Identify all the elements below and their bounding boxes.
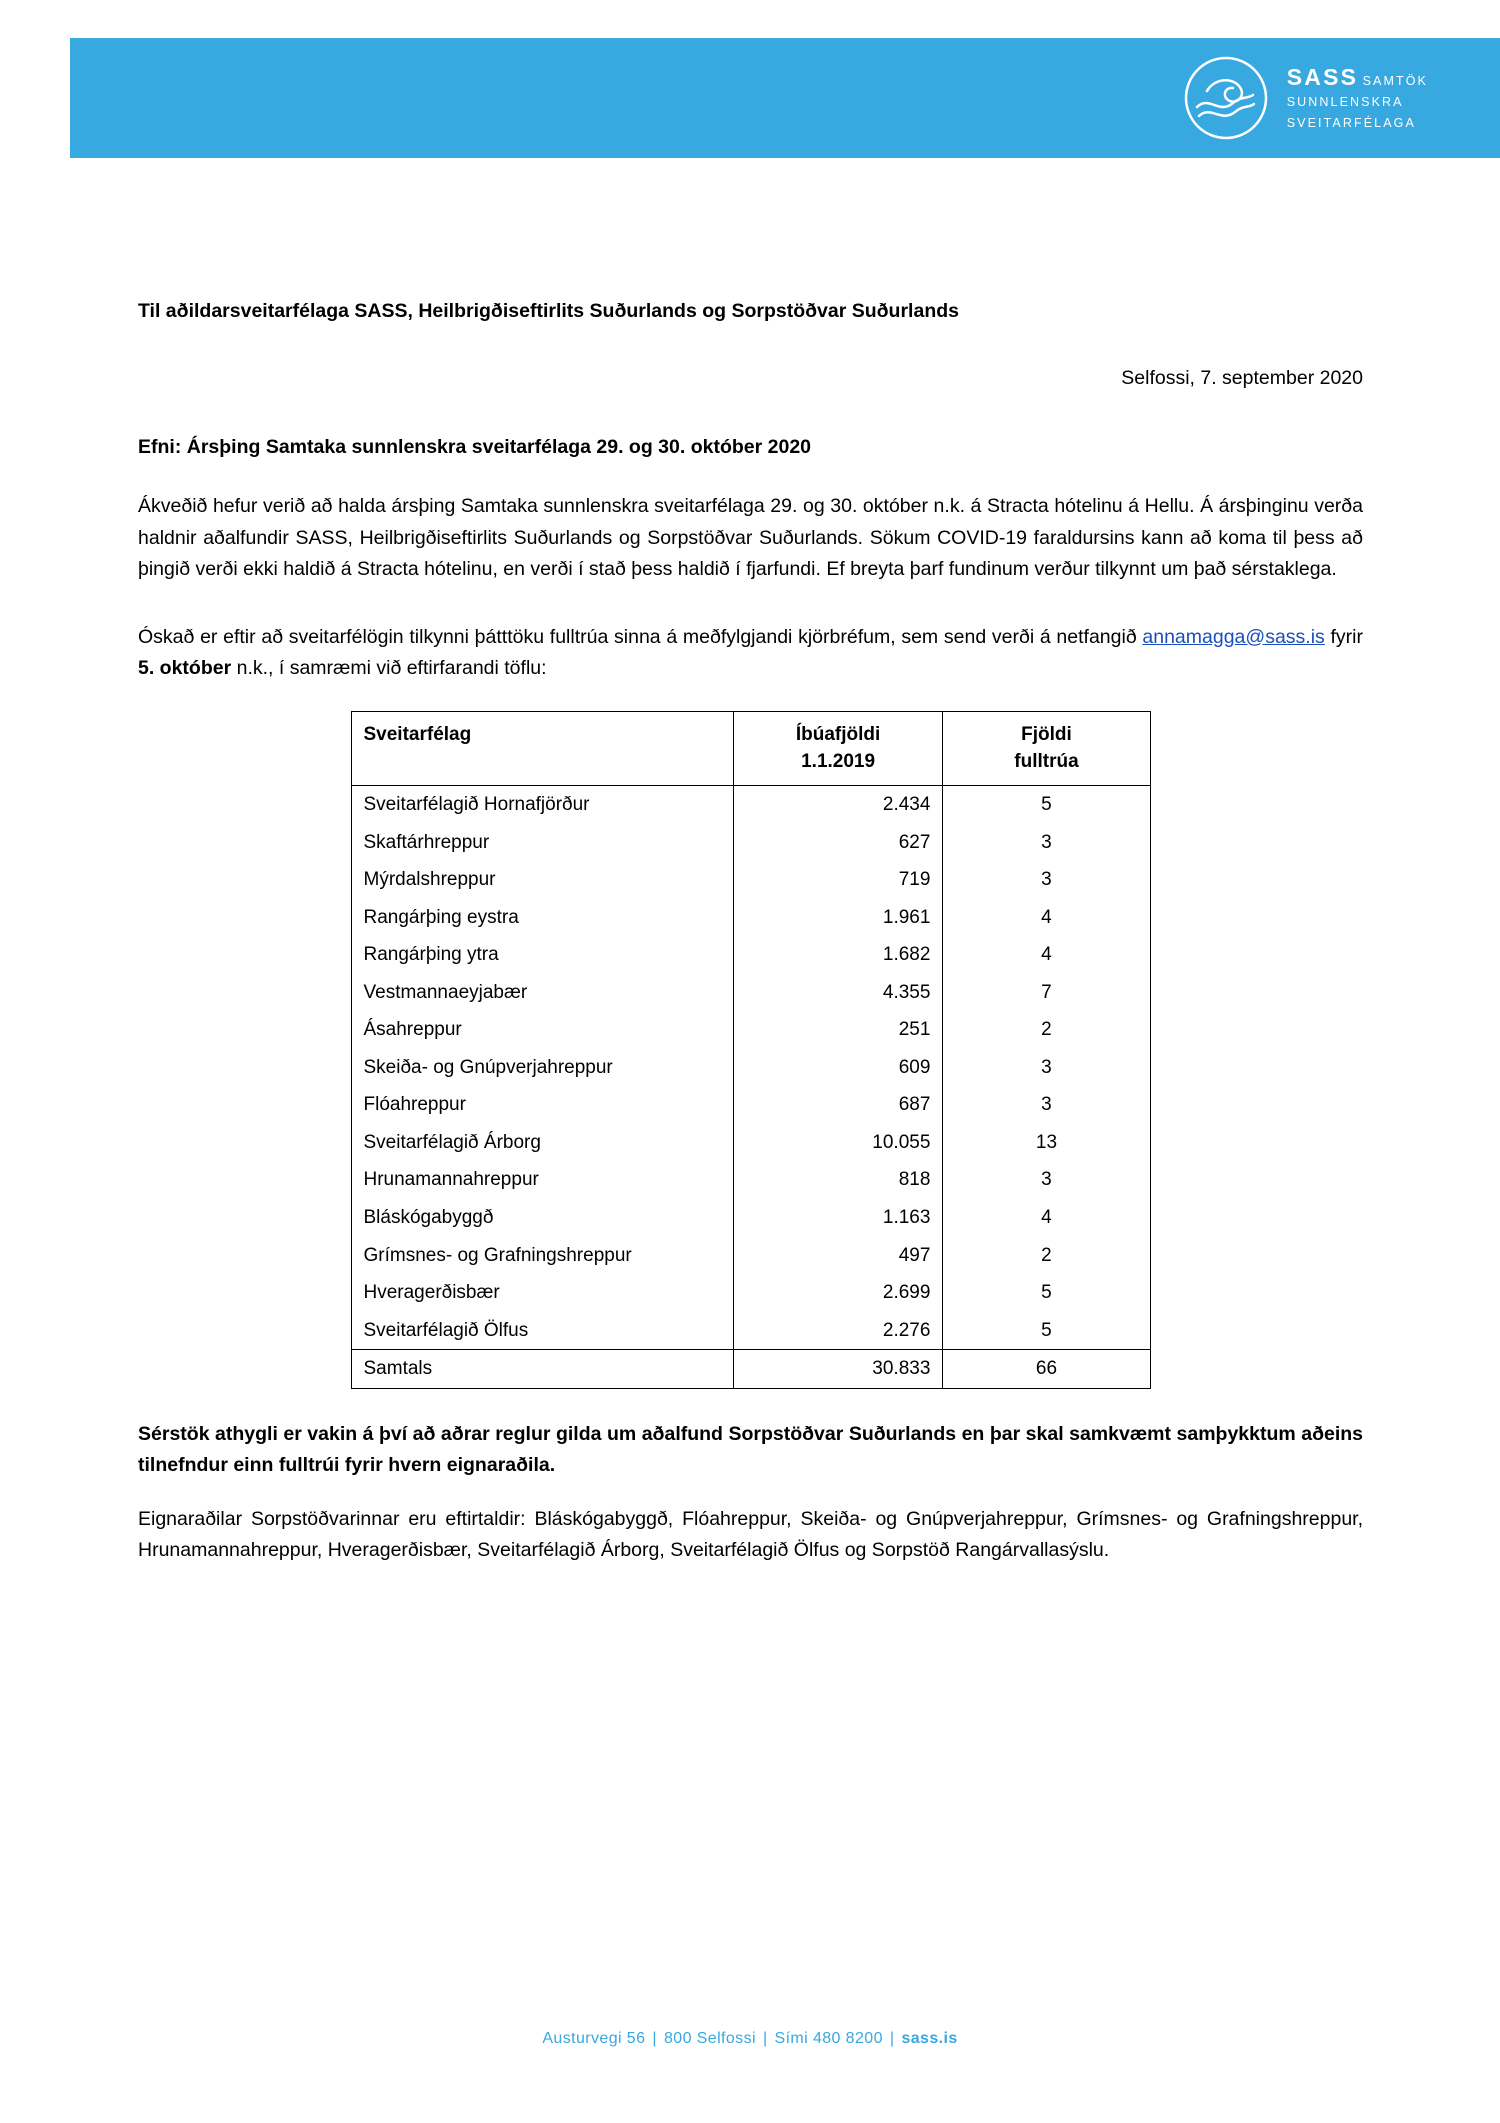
paragraph-special-notice: Sérstök athygli er vakin á því að aðrar reglur gilda um aðalfund Sorpstöðvar Suðurlands en þar skal samkvæmt samþykktum aðeins tilnefndur einn fulltrúi fyrir hvern eignaraðila. <box>138 1422 1363 1477</box>
table-body <box>351 785 1150 1349</box>
cell-delegates: 7 <box>943 974 1150 1012</box>
cell-municipality: Ásahreppur <box>351 1011 733 1049</box>
paragraph-intro: Ákveðið hefur verið að halda ársþing Samtaka sunnlenskra sveitarfélaga 29. og 30. október n.k. á Stracta hótelinu á Hellu. Á ársþinginu verða haldnir aðalfundir SASS, Heilbrigðiseftirlits Suðurlands og Sorpstöðvar Suðurlands. Sökum COVID-19 faraldursins kann að koma til þess að þingið verði ekki haldið á Stracta hótelinu, en verði í stað þess haldið í fjarfundi. Ef breyta þarf fundinum verður tilkynnt um það sérstaklega. <box>138 495 1363 581</box>
column-header-municipality: Sveitarfélag <box>351 711 733 785</box>
cell-delegates: 13 <box>943 1124 1150 1162</box>
cell-population: 4.355 <box>733 974 943 1012</box>
municipality-table <box>351 711 1151 1389</box>
cell-municipality: Mýrdalshreppur <box>351 861 733 899</box>
cell-population: 1.682 <box>733 936 943 974</box>
page-header-band <box>70 38 1500 158</box>
cell-delegates: 4 <box>943 936 1150 974</box>
footer-website[interactable]: sass.is <box>901 2030 958 2047</box>
logo-subtitle-line1: SAMTÖK <box>1362 73 1428 88</box>
cell-municipality: Hrunamannahreppur <box>351 1161 733 1199</box>
cell-delegates: 3 <box>943 861 1150 899</box>
population-header-line1: Íbúafjöldi <box>795 723 881 745</box>
deadline-date: 5. október <box>138 657 232 680</box>
table-row <box>351 1124 1150 1162</box>
cell-population: 251 <box>733 1011 943 1049</box>
cell-population: 687 <box>733 1086 943 1124</box>
cell-delegates: 3 <box>943 1049 1150 1087</box>
registration-text-part2: fyrir <box>1324 625 1363 648</box>
cell-municipality: Sveitarfélagið Ölfus <box>351 1312 733 1350</box>
table-header-row <box>351 711 1150 785</box>
cell-delegates: 4 <box>943 1199 1150 1237</box>
addressee-line: Til aðildarsveitarfélaga SASS, Heilbrigðiseftirlits Suðurlands og Sorpstöðvar Suðurlands <box>138 300 959 322</box>
cell-municipality: Vestmannaeyjabær <box>351 974 733 1012</box>
cell-population: 2.276 <box>733 1312 943 1350</box>
footer-separator-3: | <box>889 2030 895 2047</box>
cell-delegates: 3 <box>943 1086 1150 1124</box>
table-row <box>351 1086 1150 1124</box>
cell-population: 497 <box>733 1237 943 1275</box>
sass-swirl-icon <box>1183 55 1269 141</box>
sass-logo <box>1183 55 1428 141</box>
footer-separator-1: | <box>652 2030 657 2047</box>
registration-text-part3: n.k., í samræmi við eftirfarandi töflu: <box>231 657 547 680</box>
cell-delegates: 2 <box>943 1011 1150 1049</box>
cell-population: 1.961 <box>733 899 943 937</box>
cell-delegates: 4 <box>943 899 1150 937</box>
table-row <box>351 1199 1150 1237</box>
population-header-line2: 1.1.2019 <box>801 751 876 773</box>
cell-municipality: Skaftárhreppur <box>351 824 733 862</box>
footer-city: 800 Selfossi <box>663 2030 756 2047</box>
table-row <box>351 974 1150 1012</box>
column-header-delegates <box>943 711 1150 785</box>
cell-municipality: Sveitarfélagið Hornafjörður <box>351 785 733 823</box>
paragraph-registration <box>138 622 1363 685</box>
table-row <box>351 1274 1150 1312</box>
cell-municipality: Bláskógabyggð <box>351 1199 733 1237</box>
table-row <box>351 824 1150 862</box>
table-total-row <box>351 1350 1150 1389</box>
page-footer <box>0 2030 1500 2048</box>
registration-text-part1: Óskað er eftir að sveitarfélögin tilkynni þátttöku fulltrúa sinna á meðfylgjandi kjörbréfum, sem send verði á netfangið <box>138 625 1143 648</box>
cell-municipality: Grímsnes- og Grafningshreppur <box>351 1237 733 1275</box>
subject-line: Efni: Ársþing Samtaka sunnlenskra sveitarfélaga 29. og 30. október 2020 <box>138 436 812 458</box>
cell-delegates: 5 <box>943 1312 1150 1350</box>
table-row <box>351 861 1150 899</box>
cell-delegates: 2 <box>943 1237 1150 1275</box>
column-header-population <box>733 711 943 785</box>
table-row <box>351 1161 1150 1199</box>
total-label: Samtals <box>351 1350 733 1389</box>
table-row <box>351 1312 1150 1350</box>
cell-population: 2.699 <box>733 1274 943 1312</box>
cell-population: 2.434 <box>733 785 943 823</box>
cell-municipality: Hveragerðisbær <box>351 1274 733 1312</box>
paragraph-owners: Eignaraðilar Sorpstöðvarinnar eru eftirtaldir: Bláskógabyggð, Flóahreppur, Skeiða- og Gnúpverjahreppur, Grímsnes- og Grafningshreppur, Hrunamannahreppur, Hveragerðisbær, Sveitarfélagið Árborg, Sveitarfélagið Ölfus og Sorpstöð Rangárvallasýslu. <box>138 1507 1363 1562</box>
table-row <box>351 899 1150 937</box>
cell-delegates: 5 <box>943 785 1150 823</box>
table-header <box>351 711 1150 785</box>
cell-municipality: Rangárþing ytra <box>351 936 733 974</box>
cell-delegates: 3 <box>943 1161 1150 1199</box>
cell-municipality: Sveitarfélagið Árborg <box>351 1124 733 1162</box>
municipality-table-wrapper <box>138 711 1363 1389</box>
cell-population: 1.163 <box>733 1199 943 1237</box>
cell-delegates: 5 <box>943 1274 1150 1312</box>
table-footer <box>351 1350 1150 1389</box>
cell-population: 818 <box>733 1161 943 1199</box>
cell-population: 10.055 <box>733 1124 943 1162</box>
table-row <box>351 1049 1150 1087</box>
cell-population: 719 <box>733 861 943 899</box>
footer-separator-2: | <box>762 2030 768 2047</box>
document-body <box>138 300 1363 1589</box>
table-row <box>351 785 1150 823</box>
cell-municipality: Skeiða- og Gnúpverjahreppur <box>351 1049 733 1087</box>
delegates-header-line1: Fjöldi <box>1021 723 1072 745</box>
email-link[interactable]: annamagga@sass.is <box>1142 625 1325 648</box>
logo-subtitle-line2: SUNNLENSKRA <box>1286 95 1404 110</box>
table-row <box>351 1237 1150 1275</box>
table-row <box>351 1011 1150 1049</box>
logo-brand: SASS <box>1286 63 1359 90</box>
cell-municipality: Flóahreppur <box>351 1086 733 1124</box>
table-row <box>351 936 1150 974</box>
place-and-date: Selfossi, 7. september 2020 <box>1121 367 1363 389</box>
footer-address: Austurvegi 56 <box>542 2030 646 2047</box>
total-delegates: 66 <box>943 1350 1150 1389</box>
cell-municipality: Rangárþing eystra <box>351 899 733 937</box>
footer-phone: Sími 480 8200 <box>774 2030 883 2047</box>
cell-delegates: 3 <box>943 824 1150 862</box>
cell-population: 609 <box>733 1049 943 1087</box>
delegates-header-line2: fulltrúa <box>1014 751 1079 773</box>
total-population: 30.833 <box>733 1350 943 1389</box>
logo-subtitle-line3: SVEITARFÉLAGA <box>1286 115 1416 130</box>
cell-population: 627 <box>733 824 943 862</box>
